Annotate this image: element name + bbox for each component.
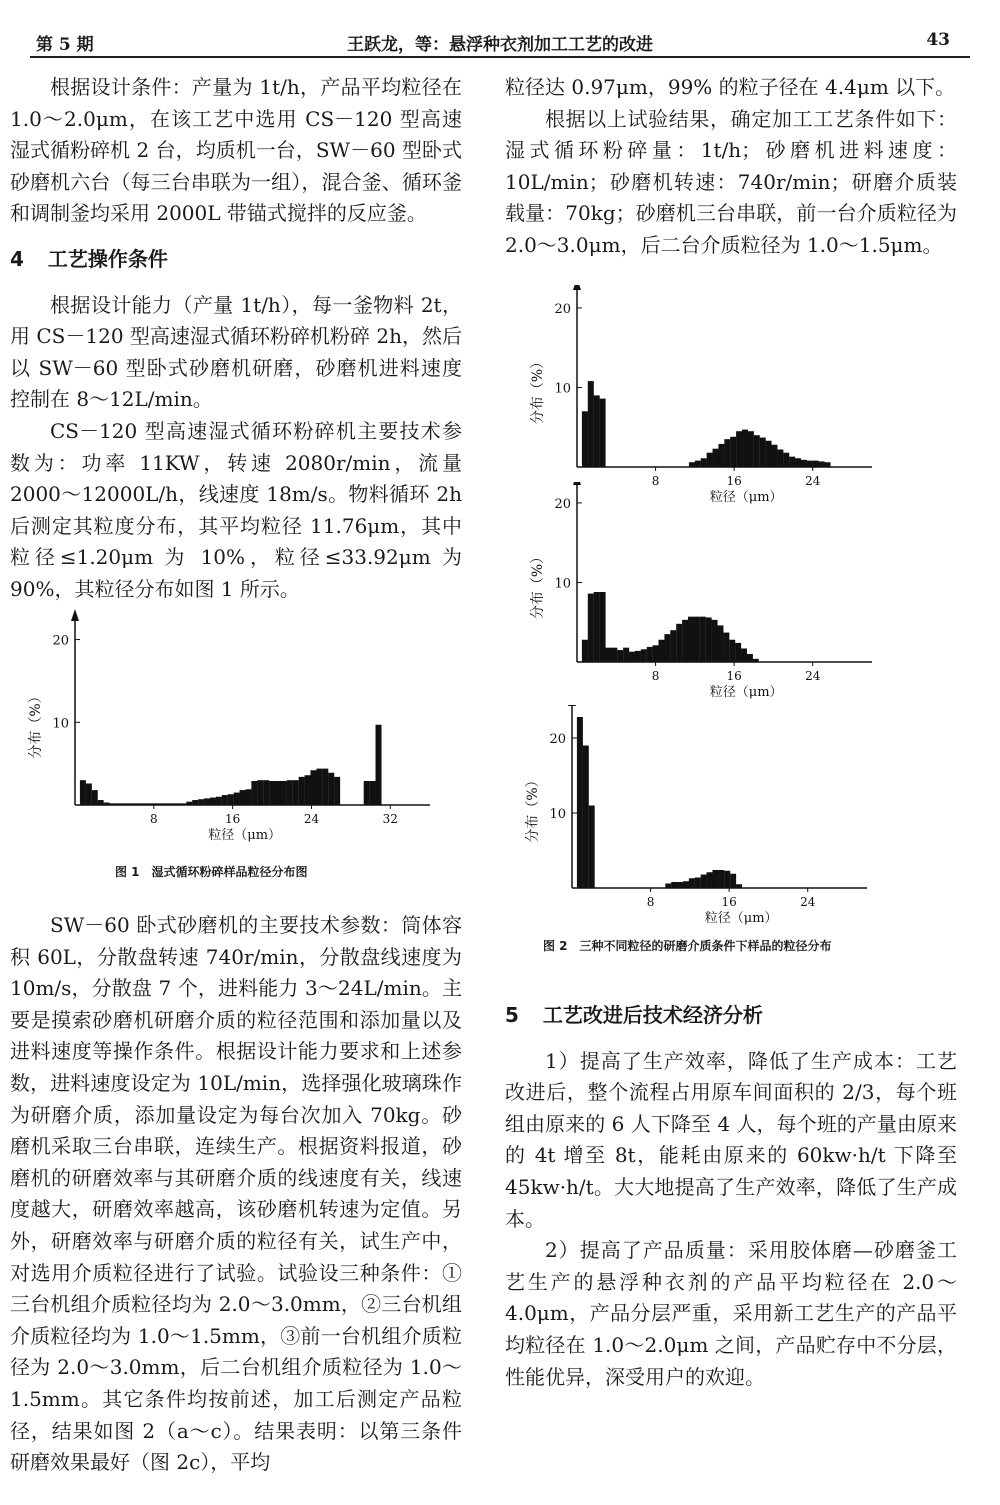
histogram-bar: [175, 803, 181, 805]
y-axis-label: 分布（%）: [525, 773, 541, 843]
histogram-bar: [641, 649, 647, 662]
histogram-bar: [647, 647, 653, 662]
x-tick-label: 24: [303, 812, 320, 826]
histogram-bar: [594, 395, 600, 467]
histogram-bar: [269, 781, 275, 805]
histogram-bar: [766, 441, 772, 467]
histogram-bar: [316, 769, 322, 805]
histogram-bar: [717, 625, 723, 662]
y-tick-label: 10: [554, 381, 571, 397]
right-column-lower: [505, 1000, 957, 1393]
histogram-bar: [653, 645, 659, 662]
header-rule: [30, 56, 970, 58]
histogram-bar: [287, 780, 293, 805]
histogram-bar: [754, 435, 760, 467]
histogram-bar: [605, 648, 611, 662]
histogram-bar: [139, 803, 145, 805]
histogram-bar: [665, 884, 671, 889]
page-number: 43: [926, 30, 950, 50]
histogram-bar: [736, 884, 742, 888]
histogram-bar: [748, 431, 754, 467]
x-tick-label: 8: [651, 474, 660, 488]
figure-2a-chart: [525, 285, 885, 510]
histogram-bar: [115, 803, 121, 805]
paragraph-operating-conditions: 根据设计能力（产量 1t/h），每一釜物料 2t，用 CS－120 型高速湿式循环粉碎机粉碎 2h，然后以 SW－60 型卧式砂磨机研磨，砂磨机进料速度控制在 8～12L/min。: [10, 292, 462, 412]
x-tick-label: 16: [726, 474, 742, 488]
x-tick-label: 32: [382, 812, 398, 826]
histogram-bar: [180, 803, 186, 805]
right-column: [505, 72, 957, 262]
histogram-bar: [813, 461, 819, 467]
histogram-bar: [706, 617, 712, 662]
histogram-bar: [701, 875, 707, 889]
left-column-lower: [10, 910, 462, 1479]
histogram-bar: [707, 453, 713, 467]
histogram-bar: [682, 620, 688, 662]
y-axis-label: 分布（%）: [530, 354, 546, 425]
histogram-bar: [795, 458, 801, 467]
histogram-bar: [801, 460, 807, 467]
histogram-bar: [695, 878, 701, 889]
histogram-bar: [736, 431, 742, 467]
histogram-bar: [783, 453, 789, 467]
histogram-bar: [712, 870, 718, 888]
histogram-bar: [701, 458, 707, 467]
histogram-bar: [718, 444, 724, 467]
histogram-bar: [133, 803, 139, 805]
histogram-bar: [694, 617, 700, 662]
histogram-bar: [724, 439, 730, 467]
figure-2b-chart: [525, 482, 885, 707]
histogram-bar: [771, 445, 777, 467]
y-tick-label: 20: [549, 732, 566, 747]
x-tick-label: 24: [800, 895, 816, 909]
y-tick-label: 10: [549, 807, 566, 822]
y-axis-arrow: [573, 482, 581, 485]
histogram-bar: [275, 781, 281, 805]
figure-2c: [520, 705, 880, 937]
y-axis-arrow: [573, 285, 581, 290]
figure-2c-chart: [520, 705, 880, 937]
paragraph-quality: 2）提高了产品质量：采用胶体磨—砂磨釜工艺生产的悬浮种衣剂的产品平均粒径在 2.0～4.0μm，产品分层严重，采用新工艺生产的产品平均粒径在 1.0～2.0μm 之间，产品贮存中不分层，性能优异，深受用户的欢迎。: [505, 1238, 957, 1389]
histogram-bar: [328, 773, 334, 805]
histogram-bar: [741, 648, 747, 662]
figure-1-chart: [15, 605, 455, 850]
histogram-bar: [588, 381, 594, 467]
histogram-bar: [305, 775, 311, 805]
histogram-bar: [109, 803, 115, 805]
paragraph-design-conditions: 根据设计条件：产量为 1t/h，产品平均粒径在 1.0～2.0μm，在该工艺中选用 CS－120 型高速湿式循粉碎机 2 台，均质机一台，SW－60 型卧式砂磨机六台（每三台串联为一组），混合釜、循环釜和调制釜均采用 2000L 带锚式搅拌的反应釜。: [10, 75, 462, 226]
histogram-bar: [582, 640, 588, 662]
x-tick-label: 16: [225, 812, 241, 826]
histogram-bar: [198, 799, 204, 805]
y-axis-arrow: [568, 705, 576, 706]
histogram-bar: [777, 450, 783, 468]
figure-1: [15, 605, 455, 879]
x-tick-label: 16: [721, 895, 737, 909]
histogram-bar: [376, 725, 382, 805]
x-axis-label: 粒径（μm）: [709, 685, 783, 700]
histogram-bar: [670, 630, 676, 662]
histogram-bar: [92, 790, 98, 805]
histogram-bar: [723, 633, 729, 662]
y-tick-label: 20: [554, 496, 571, 512]
x-tick-label: 8: [651, 669, 660, 683]
figure-1-caption: 图 1 湿式循环粉碎样品粒径分布图: [115, 865, 308, 879]
histogram-bar: [747, 654, 753, 662]
histogram-bar: [760, 438, 766, 467]
histogram-bar: [676, 624, 682, 662]
histogram-bar: [707, 872, 713, 888]
y-tick-label: 20: [554, 301, 571, 317]
histogram-bar: [695, 461, 701, 467]
histogram-bar: [689, 462, 695, 467]
x-axis-label: 粒径（μm）: [704, 911, 778, 926]
histogram-bar: [299, 777, 305, 805]
histogram-bar: [263, 780, 269, 805]
histogram-bar: [163, 803, 169, 805]
histogram-bar: [234, 793, 240, 805]
histogram-bar: [157, 803, 163, 805]
histogram-bar: [617, 650, 623, 662]
histogram-bar: [310, 770, 316, 805]
histogram-bar: [683, 881, 689, 888]
histogram-bar: [600, 592, 606, 662]
section-5-heading: [505, 1000, 957, 1032]
histogram-bar: [245, 789, 251, 805]
y-tick-label: 10: [52, 716, 69, 732]
histogram-bar: [222, 795, 228, 805]
paragraph-process-conditions: 根据以上试验结果，确定加工工艺条件如下：湿式循环粉碎量：1t/h；砂磨机进料速度：10L/min；砂磨机转速：740r/min；研磨介质装载量：70kg；砂磨机三台串联，前一台介质粒径为 2.0～3.0μm，后二台介质粒径为 1.0～1.5μm。: [505, 106, 957, 257]
histogram-bar: [588, 594, 594, 662]
paragraph-cs120-params: CS－120 型高速湿式循环粉碎机主要技术参数为：功率 11KW，转速 2080r/min，流量 2000～12000L/h，线速度 18m/s。物料循环 2h 后测定其粒度分布，其平均粒径 11.76μm，其中粒径≤1.20μm 为 10%，粒径≤33.92μm 为 90%，其粒径分布如图 1 所示。: [10, 418, 462, 601]
histogram-bar: [664, 634, 670, 662]
histogram-bar: [729, 640, 735, 662]
histogram-bar: [577, 717, 583, 888]
running-title: 王跃龙，等：悬浮种衣剂加工工艺的改进: [347, 35, 653, 55]
x-tick-label: 24: [805, 669, 821, 683]
histogram-bar: [583, 746, 589, 889]
x-tick-label: 16: [726, 669, 742, 683]
histogram-bar: [334, 777, 340, 805]
histogram-bar: [216, 797, 222, 805]
histogram-bar: [127, 803, 133, 805]
histogram-bar: [192, 800, 198, 805]
histogram-bar: [145, 803, 151, 805]
histogram-bar: [293, 780, 299, 805]
histogram-bar: [600, 399, 606, 467]
section-5-number: 5: [505, 1003, 519, 1027]
running-header: [30, 22, 970, 56]
y-axis-arrow: [71, 609, 79, 621]
paragraph-sw60-params: SW－60 卧式砂磨机的主要技术参数：筒体容积 60L，分散盘转速 740r/min，分散盘线速度为 10m/s，分散盘 7 个，进料能力 3～24L/min。主要是摸索砂磨机研磨介质的粒径范围和添加量以及进料速度等操作条件。根据设计能力要求和上述参数，进料速度设定为 10L/min，选择强化玻璃珠作为研磨介质，添加量设定为每台次加入 70kg。砂磨机采取三台串联，连续生产。根据资料报道，砂磨机的研磨效率与其研磨介质的线速度有关，线速度越大，研磨效率越高，该砂磨机转速为定值。另外，研磨效率与研磨介质的粒径有关，试生产中，对选用介质粒径进行了试验。试验设三种条件：①三台机组介质粒径均为 2.0～3.0mm，②三台机组介质粒径均为 1.0～1.5mm，③前一台机组介质粒径为 2.0～3.0mm，后二台机组介质粒径为 1.0～1.5mm。其它条件均按前述，加工后测定产品粒径，结果如图 2（a～c）。结果表明：以第三条件研磨效果最好（图 2c），平均: [10, 913, 462, 1475]
y-axis-label: 分布（%）: [530, 549, 546, 620]
histogram-bar: [251, 781, 257, 805]
histogram-bar: [121, 803, 127, 805]
histogram-bar: [104, 803, 110, 805]
histogram-bar: [582, 411, 588, 467]
histogram-bar: [86, 783, 92, 805]
histogram-bar: [735, 643, 741, 662]
histogram-bar: [825, 462, 831, 467]
x-axis-label: 粒径（μm）: [208, 828, 282, 843]
histogram-bar: [742, 430, 748, 467]
paragraph-result-continued: 粒径达 0.97μm，99% 的粒子径在 4.4μm 以下。: [505, 75, 956, 99]
histogram-bar: [671, 882, 677, 888]
histogram-bar: [186, 802, 192, 805]
paragraph-efficiency: 1）提高了生产效率，降低了生产成本：工艺改进后，整个流程占用原车间面积的 2/3，每个班组由原来的 6 人下降至 4 人，每个班的产量由原来的 4t 增至 8t，能耗由原来的 60kw·h/t 下降至 45kw·h/t。大大地提高了生产效率，降低了生产成本。: [505, 1048, 957, 1231]
histogram-bar: [204, 798, 210, 805]
y-tick-label: 10: [554, 576, 571, 592]
histogram-bar: [281, 781, 287, 805]
left-column: [10, 72, 462, 606]
histogram-bar: [688, 617, 694, 662]
histogram-bar: [611, 648, 617, 662]
histogram-bar: [677, 882, 683, 888]
histogram-bar: [700, 617, 706, 662]
histogram-bar: [629, 652, 635, 662]
histogram-bar: [753, 659, 759, 662]
histogram-bar: [659, 640, 665, 662]
histogram-bar: [364, 781, 370, 805]
histogram-bar: [210, 798, 216, 805]
histogram-bar: [80, 780, 86, 805]
histogram-bar: [151, 803, 157, 805]
histogram-bar: [718, 870, 724, 888]
x-tick-label: 24: [805, 474, 821, 488]
histogram-bar: [257, 780, 263, 805]
histogram-bar: [240, 790, 246, 805]
figure-2-caption: 图 2 三种不同粒径的研磨介质条件下样品的粒径分布: [543, 939, 832, 953]
histogram-bar: [635, 651, 641, 662]
y-axis-label: 分布（%）: [28, 689, 44, 759]
histogram-bar: [724, 871, 730, 888]
histogram-bar: [589, 806, 595, 889]
x-tick-label: 8: [646, 895, 655, 909]
figure-2b: [525, 482, 885, 707]
histogram-bar: [594, 592, 600, 662]
histogram-bar: [370, 781, 376, 805]
figure-2a: [525, 285, 885, 510]
issue-number: 第 5 期: [36, 35, 94, 55]
section-4-number: 4: [10, 246, 24, 271]
histogram-bar: [623, 648, 629, 662]
section-4-title: 工艺操作条件: [47, 246, 168, 271]
histogram-bar: [789, 457, 795, 467]
histogram-bar: [807, 461, 813, 467]
x-tick-label: 8: [150, 812, 158, 826]
y-tick-label: 20: [52, 633, 69, 649]
histogram-bar: [730, 437, 736, 467]
histogram-bar: [712, 620, 718, 662]
histogram-bar: [819, 461, 825, 467]
histogram-bar: [713, 449, 719, 467]
x-axis-label: 粒径（μm）: [709, 490, 783, 505]
section-4-heading: [10, 244, 462, 276]
histogram-bar: [98, 800, 104, 805]
histogram-bar: [689, 878, 695, 888]
histogram-bar: [228, 794, 234, 805]
histogram-bar: [322, 769, 328, 805]
section-5-title: 工艺改进后技术经济分析: [542, 1003, 763, 1027]
histogram-bar: [169, 803, 175, 805]
histogram-bar: [730, 874, 736, 888]
